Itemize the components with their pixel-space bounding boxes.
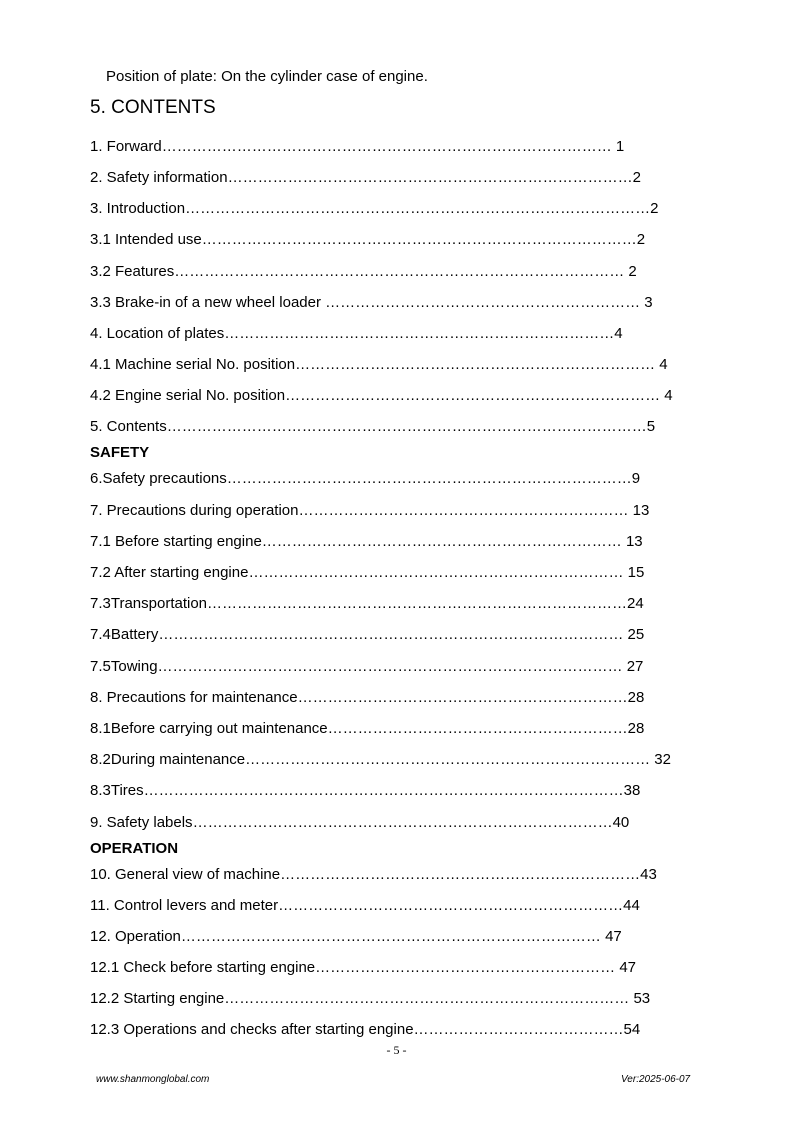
toc-entry-title: 10. General view of machine (90, 866, 281, 883)
toc-entry[interactable] (90, 200, 658, 218)
toc-entry-dots: ………………………………………………………………… (248, 564, 624, 581)
toc-entry-title: 8. Precautions for maintenance (90, 689, 298, 706)
toc-entry-title: 3.2 Features (90, 263, 175, 280)
toc-entry-title: 2. Safety information (90, 169, 228, 186)
toc-entry-page: 1 (611, 138, 625, 155)
toc-entry[interactable] (90, 897, 640, 915)
toc-entry-page: 13 (628, 502, 650, 519)
toc-entry[interactable] (90, 387, 673, 405)
toc-entry[interactable] (90, 990, 650, 1008)
toc-entry-title: 7.4Battery (90, 626, 159, 643)
toc-entry-title: 3.1 Intended use (90, 231, 202, 248)
toc-entry-title: 8.1Before carrying out maintenance (90, 720, 328, 737)
toc-entry-page: 43 (640, 866, 657, 883)
toc-entry-dots: ……………………………………………………………… (261, 533, 622, 550)
toc-entry[interactable] (90, 325, 623, 343)
toc-entry-title: 1. Forward (90, 138, 162, 155)
toc-entry-title: 4.1 Machine serial No. position (90, 356, 296, 373)
toc-entry[interactable] (90, 533, 643, 551)
toc-entry-page: 47 (615, 959, 637, 976)
toc-entry[interactable] (90, 138, 624, 156)
toc-entry-page: 15 (623, 564, 645, 581)
toc-entry[interactable] (90, 866, 657, 884)
toc-entry[interactable] (90, 470, 640, 488)
toc-entry[interactable] (90, 595, 644, 613)
toc-entry-page: 32 (650, 751, 671, 768)
toc-entry[interactable] (90, 418, 655, 436)
toc-entry[interactable] (90, 658, 643, 676)
toc-entry-dots: ………………………………………………………………… (285, 387, 661, 404)
toc-entry[interactable] (90, 169, 641, 187)
toc-entry-page: 38 (623, 782, 641, 799)
toc-entry-page: 5 (646, 418, 656, 435)
toc-entry-page: 28 (627, 689, 645, 706)
toc-entry[interactable] (90, 502, 649, 520)
toc-entry-page: 13 (621, 533, 643, 550)
toc-entry-dots: …………………………………… (413, 1021, 624, 1038)
section-label-operation: OPERATION (90, 840, 179, 857)
toc-entry-page: 24 (627, 595, 644, 612)
contents-heading: 5. CONTENTS (90, 97, 216, 118)
toc-entry-page: 3 (640, 294, 653, 311)
toc-entry-dots: ………………………………………………………………………………… (157, 658, 623, 675)
toc-entry[interactable] (90, 959, 636, 977)
toc-entry[interactable] (90, 263, 637, 281)
toc-entry-page: 4 (660, 387, 673, 404)
toc-entry-title: 7. Precautions during operation (90, 502, 299, 519)
toc-entry-dots: ……………………………………………………………………… (224, 990, 630, 1007)
toc-entry-title: 5. Contents (90, 418, 167, 435)
toc-entry[interactable] (90, 689, 644, 707)
toc-entry[interactable] (90, 294, 653, 312)
toc-entry-page: 2 (636, 231, 646, 248)
toc-entry-page: 27 (622, 658, 644, 675)
toc-entry[interactable] (90, 814, 629, 832)
toc-entry-dots: ……………………………………………………………… (280, 866, 641, 883)
section-label-safety: SAFETY (90, 444, 150, 461)
toc-entry-title: 11. Control levers and meter (90, 897, 279, 914)
toc-entry-title: 7.3Transportation (90, 595, 208, 612)
toc-entry-dots: ……………………………………………………… (325, 294, 641, 311)
toc-entry-dots: ……………………………………………………………………… (226, 470, 632, 487)
toc-entry-page: 4 (614, 325, 623, 342)
toc-entry-dots: ………………………………………………………………………… (207, 595, 628, 612)
toc-entry-dots: ……………………………………………………………………………… (174, 263, 625, 280)
toc-entry-dots: …………………………………………………………………………………… (166, 418, 647, 435)
toc-entry[interactable] (90, 626, 644, 644)
footer-url: www.shanmonglobal.com (96, 1074, 210, 1085)
toc-entry[interactable] (90, 1021, 640, 1039)
toc-entry-title: 4.2 Engine serial No. position (90, 387, 286, 404)
toc-entry-dots: …………………………………………………………… (278, 897, 624, 914)
toc-entry-page: 47 (600, 928, 622, 945)
toc-entry-dots: ……………………………………………………………………………… (161, 138, 612, 155)
toc-entry-page: 2 (632, 169, 641, 186)
toc-entry-dots: ……………………………………………………………… (295, 356, 656, 373)
toc-entry-page: 2 (650, 200, 659, 217)
toc-entry-dots: ………………………………………………………… (297, 689, 628, 706)
toc-entry[interactable] (90, 564, 644, 582)
toc-entry-title: 12. Operation (90, 928, 181, 945)
toc-entry-dots: ………………………………………………………………………………… (185, 200, 651, 217)
toc-entry-title: 8.3Tires (90, 782, 144, 799)
toc-entry-title: 9. Safety labels (90, 814, 193, 831)
toc-entry[interactable] (90, 720, 644, 738)
toc-entry-page: 53 (629, 990, 651, 1007)
toc-entry-page: 40 (612, 814, 630, 831)
toc-entry[interactable] (90, 782, 640, 800)
toc-entry-title: 3. Introduction (90, 200, 186, 217)
toc-entry-title: 3.3 Brake-in of a new wheel loader (90, 294, 326, 311)
toc-entry-page: 2 (624, 263, 637, 280)
toc-entry[interactable] (90, 928, 622, 946)
toc-entry-dots: …………………………………………………………………… (224, 325, 615, 342)
toc-entry-dots: ………………………………………………………… (298, 502, 629, 519)
toc-entry-title: 12.2 Starting engine (90, 990, 225, 1007)
toc-entry-dots: ……………………………………………………………………… (245, 751, 651, 768)
toc-entry-title: 4. Location of plates (90, 325, 225, 342)
toc-entry-dots: …………………………………………………………………………………… (143, 782, 624, 799)
toc-entry-dots: …………………………………………………… (315, 959, 616, 976)
toc-entry[interactable] (90, 231, 645, 249)
toc-entry-dots: ……………………………………………………………………… (227, 169, 633, 186)
toc-entry-page: 44 (623, 897, 640, 914)
toc-entry[interactable] (90, 751, 671, 769)
toc-entry-title: 7.1 Before starting engine (90, 533, 262, 550)
page-number: - 5 - (386, 1043, 407, 1057)
toc-entry-page: 28 (627, 720, 645, 737)
toc-entry-title: 6.Safety precautions (90, 470, 227, 487)
toc-entry-dots: ………………………………………………………………………… (180, 928, 601, 945)
toc-entry-page: 54 (623, 1021, 641, 1038)
toc-entry-dots: …………………………………………………… (327, 720, 628, 737)
toc-entry-page: 4 (655, 356, 668, 373)
toc-entry-title: 7.5Towing (90, 658, 158, 675)
toc-entry-page: 9 (631, 470, 641, 487)
toc-entry[interactable] (90, 356, 668, 374)
intro-line: Position of plate: On the cylinder case of engine. (106, 68, 428, 85)
toc-entry-dots: ………………………………………………………………………………… (158, 626, 624, 643)
toc-entry-title: 8.2During maintenance (90, 751, 246, 768)
toc-entry-page: 25 (623, 626, 645, 643)
toc-entry-title: 12.3 Operations and checks after starting engine (90, 1021, 414, 1038)
toc-entry-title: 7.2 After starting engine (90, 564, 249, 581)
toc-entry-dots: ………………………………………………………………………… (192, 814, 613, 831)
toc-entry-title: 12.1 Check before starting engine (90, 959, 316, 976)
toc-entry-dots: …………………………………………………………………………… (201, 231, 637, 248)
footer-version: Ver:2025-06-07 (621, 1074, 691, 1085)
